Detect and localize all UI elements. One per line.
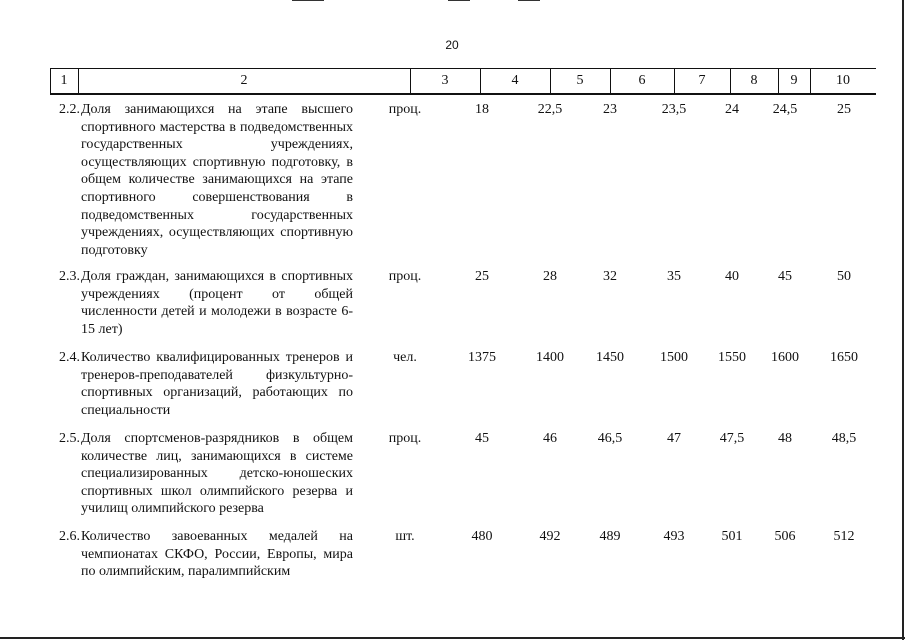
- row-unit: проц.: [388, 269, 422, 284]
- row-value: 1600: [771, 350, 799, 365]
- row-value: 18: [475, 102, 489, 117]
- row-number: 2.3.: [59, 269, 80, 284]
- column-header: 1: [60, 73, 68, 88]
- row-value: 50: [837, 269, 851, 284]
- row-value: 23: [603, 102, 617, 117]
- scan-mark: [292, 0, 324, 1]
- row-description: Доля спортсменов-разрядников в общем количестве лиц, занимающихся в системе специализированных детско-юношеских спортивных школ олимпийского резерва и училищ олимпийского резерва: [81, 431, 353, 517]
- column-header: 10: [836, 73, 850, 88]
- column-header: 2: [240, 73, 248, 88]
- page-edge-bottom: [0, 637, 905, 639]
- row-value: 35: [667, 269, 681, 284]
- row-unit: проц.: [388, 102, 422, 117]
- row-value: 512: [833, 529, 855, 544]
- row-value: 25: [475, 269, 489, 284]
- column-header: 5: [576, 73, 584, 88]
- row-value: 28: [543, 269, 557, 284]
- row-description: Количество завоеванных медалей на чемпионатах СКФО, России, Европы, мира по олимпийским, паралимпийским: [81, 529, 353, 580]
- row-value: 45: [778, 269, 792, 284]
- row-value: 506: [774, 529, 796, 544]
- row-value: 48,5: [831, 431, 857, 446]
- scan-mark: [448, 0, 470, 1]
- row-value: 1650: [830, 350, 858, 365]
- page-number: 20: [445, 38, 459, 52]
- row-value: 1550: [718, 350, 746, 365]
- row-unit: шт.: [395, 529, 415, 544]
- column-header: 6: [638, 73, 646, 88]
- row-value: 46: [543, 431, 557, 446]
- row-number: 2.6.: [59, 529, 80, 544]
- row-value: 47: [667, 431, 681, 446]
- row-value: 493: [663, 529, 685, 544]
- row-value: 24,5: [772, 102, 798, 117]
- row-value: 24: [725, 102, 739, 117]
- column-header: 4: [511, 73, 519, 88]
- row-number: 2.5.: [59, 431, 80, 446]
- page-edge-right: [902, 0, 904, 640]
- row-value: 1375: [468, 350, 496, 365]
- row-value: 492: [539, 529, 561, 544]
- row-value: 489: [599, 529, 621, 544]
- row-value: 32: [603, 269, 617, 284]
- row-value: 45: [475, 431, 489, 446]
- row-number: 2.2.: [59, 102, 80, 117]
- column-header: 8: [750, 73, 758, 88]
- scan-mark: [518, 0, 540, 1]
- table-header-row: [50, 68, 876, 95]
- row-value: 1400: [536, 350, 564, 365]
- row-unit: чел.: [393, 350, 417, 365]
- row-value: 1500: [660, 350, 688, 365]
- row-number: 2.4.: [59, 350, 80, 365]
- row-value: 22,5: [537, 102, 563, 117]
- row-value: 48: [778, 431, 792, 446]
- row-unit: проц.: [388, 431, 422, 446]
- row-value: 25: [837, 102, 851, 117]
- row-description: Доля граждан, занимающихся в спортивных учреждениях (процент от общей численности детей и молодежи в возрасте 6-15 лет): [81, 269, 353, 337]
- row-value: 480: [471, 529, 493, 544]
- row-value: 46,5: [597, 431, 623, 446]
- column-header: 7: [698, 73, 706, 88]
- row-value: 501: [721, 529, 743, 544]
- row-value: 1450: [596, 350, 624, 365]
- row-value: 47,5: [719, 431, 745, 446]
- column-header: 9: [790, 73, 798, 88]
- column-header: 3: [441, 73, 449, 88]
- row-value: 23,5: [661, 102, 687, 117]
- row-description: Количество квалифицированных тренеров и тренеров-преподавателей физкультурно-спортивных организаций, работающих по специальности: [81, 350, 353, 418]
- row-value: 40: [725, 269, 739, 284]
- row-description: Доля занимающихся на этапе высшего спортивного мастерства в подведомственных государственных учреждениях, осуществляющих спортивную подготовку, в общем количестве занимающихся на этапе спортивного совершенствования в подведомственных государственных учреждениях, осуществляющих спортивную подготовку: [81, 102, 353, 258]
